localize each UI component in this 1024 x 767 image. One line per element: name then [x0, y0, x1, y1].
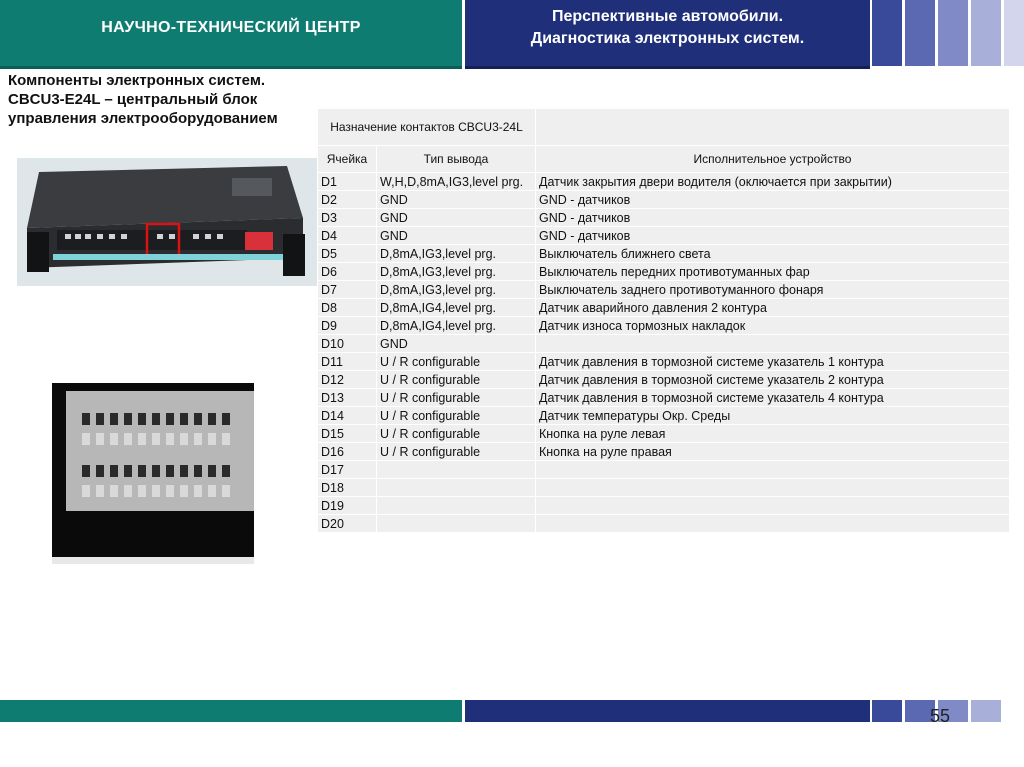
pin-type: GND: [377, 191, 536, 209]
table-header-row: [318, 146, 1010, 173]
cell-id: D10: [318, 335, 377, 353]
pin-type: W,H,D,8mA,IG3,level prg.: [377, 173, 536, 191]
table-row: [318, 263, 1010, 281]
header-left-band: [0, 0, 462, 69]
pin-type: GND: [377, 209, 536, 227]
device: Датчик температуры Окр. Среды: [536, 407, 1010, 425]
pin-type: D,8mA,IG3,level prg.: [377, 263, 536, 281]
presentation-title-line2: Диагностика электронных систем.: [530, 30, 805, 47]
table-row: [318, 335, 1010, 353]
cell-id: D15: [318, 425, 377, 443]
header-right-band: [465, 0, 870, 69]
pin-type: D,8mA,IG4,level prg.: [377, 299, 536, 317]
table-row: [318, 353, 1010, 371]
table-title-row: [318, 109, 1010, 146]
cell-id: D9: [318, 317, 377, 335]
footer-navy-band: [465, 700, 870, 722]
pin-type: GND: [377, 227, 536, 245]
device: Датчик аварийного давления 2 контура: [536, 299, 1010, 317]
pin-type: U / R configurable: [377, 407, 536, 425]
cell-id: D17: [318, 461, 377, 479]
connector-pinout-diagram: [52, 383, 254, 564]
device: [536, 335, 1010, 353]
device: Датчик давления в тормозной системе указатель 2 контура: [536, 371, 1010, 389]
pin-assignment-table: [317, 108, 1010, 533]
device: Выключатель передних противотуманных фар: [536, 263, 1010, 281]
cell-id: D18: [318, 479, 377, 497]
table-row: [318, 371, 1010, 389]
cell-id: D1: [318, 173, 377, 191]
cell-id: D20: [318, 515, 377, 533]
table-row: [318, 299, 1010, 317]
pin-type: D,8mA,IG3,level prg.: [377, 245, 536, 263]
cell-id: D8: [318, 299, 377, 317]
table-row: [318, 245, 1010, 263]
cell-id: D19: [318, 497, 377, 515]
device: [536, 479, 1010, 497]
control-unit-photo: [17, 158, 318, 286]
cell-id: D3: [318, 209, 377, 227]
cell-id: D6: [318, 263, 377, 281]
pin-type: U / R configurable: [377, 443, 536, 461]
column-header-cell: Ячейка: [318, 146, 377, 173]
presentation-title-line1: Перспективные автомобили.: [551, 8, 784, 25]
decor-square: [872, 0, 902, 66]
table-row: [318, 443, 1010, 461]
device: Датчик давления в тормозной системе указатель 1 контура: [536, 353, 1010, 371]
pin-type: D,8mA,IG3,level prg.: [377, 281, 536, 299]
pin-type: U / R configurable: [377, 425, 536, 443]
table-row: [318, 497, 1010, 515]
device: Датчик износа тормозных накладок: [536, 317, 1010, 335]
table-title: Назначение контактов CBCU3-24L: [318, 109, 536, 146]
decor-square: [1004, 0, 1024, 66]
decor-square: [938, 0, 968, 66]
cell-id: D16: [318, 443, 377, 461]
pin-type: D,8mA,IG4,level prg.: [377, 317, 536, 335]
cell-id: D11: [318, 353, 377, 371]
device: [536, 515, 1010, 533]
cell-id: D14: [318, 407, 377, 425]
slide-subtitle: Компоненты электронных систем. CBCU3-E24L – центральный блок управления электрооборудованием: [8, 72, 278, 127]
column-header-device: Исполнительное устройство: [536, 146, 1010, 173]
table-row: [318, 227, 1010, 245]
table-row: [318, 209, 1010, 227]
pin-type: U / R configurable: [377, 371, 536, 389]
cell-id: D12: [318, 371, 377, 389]
table-row: [318, 281, 1010, 299]
column-header-type: Тип вывода: [377, 146, 536, 173]
device: GND - датчиков: [536, 227, 1010, 245]
pin-type: U / R configurable: [377, 389, 536, 407]
page-number: 55: [930, 706, 951, 726]
cell-id: D7: [318, 281, 377, 299]
cell-id: D5: [318, 245, 377, 263]
table-row: [318, 479, 1010, 497]
pin-type: [377, 479, 536, 497]
device: Выключатель ближнего света: [536, 245, 1010, 263]
device: Датчик давления в тормозной системе указатель 4 контура: [536, 389, 1010, 407]
device: Кнопка на руле правая: [536, 443, 1010, 461]
device: [536, 497, 1010, 515]
table-row: [318, 191, 1010, 209]
pin-type: GND: [377, 335, 536, 353]
cell-id: D13: [318, 389, 377, 407]
decor-square: [872, 700, 902, 722]
table-row: [318, 173, 1010, 191]
pin-type: U / R configurable: [377, 353, 536, 371]
table-row: [318, 461, 1010, 479]
pin-type: [377, 515, 536, 533]
table-row: [318, 407, 1010, 425]
device: GND - датчиков: [536, 209, 1010, 227]
cell-id: D2: [318, 191, 377, 209]
organization-title: НАУЧНО-ТЕХНИЧЕСКИЙ ЦЕНТР: [101, 19, 361, 36]
pin-type: [377, 497, 536, 515]
pin-type: [377, 461, 536, 479]
device: Датчик закрытия двери водителя (оключается при закрытии): [536, 173, 1010, 191]
table-row: [318, 425, 1010, 443]
footer-teal-band: [0, 700, 462, 722]
device: Выключатель заднего противотуманного фонаря: [536, 281, 1010, 299]
decor-square: [905, 0, 935, 66]
cell-id: D4: [318, 227, 377, 245]
table-row: [318, 317, 1010, 335]
device: [536, 461, 1010, 479]
table-row: [318, 515, 1010, 533]
decor-square: [971, 0, 1001, 66]
device: Кнопка на руле левая: [536, 425, 1010, 443]
table-row: [318, 389, 1010, 407]
device: GND - датчиков: [536, 191, 1010, 209]
decor-square: [971, 700, 1001, 722]
